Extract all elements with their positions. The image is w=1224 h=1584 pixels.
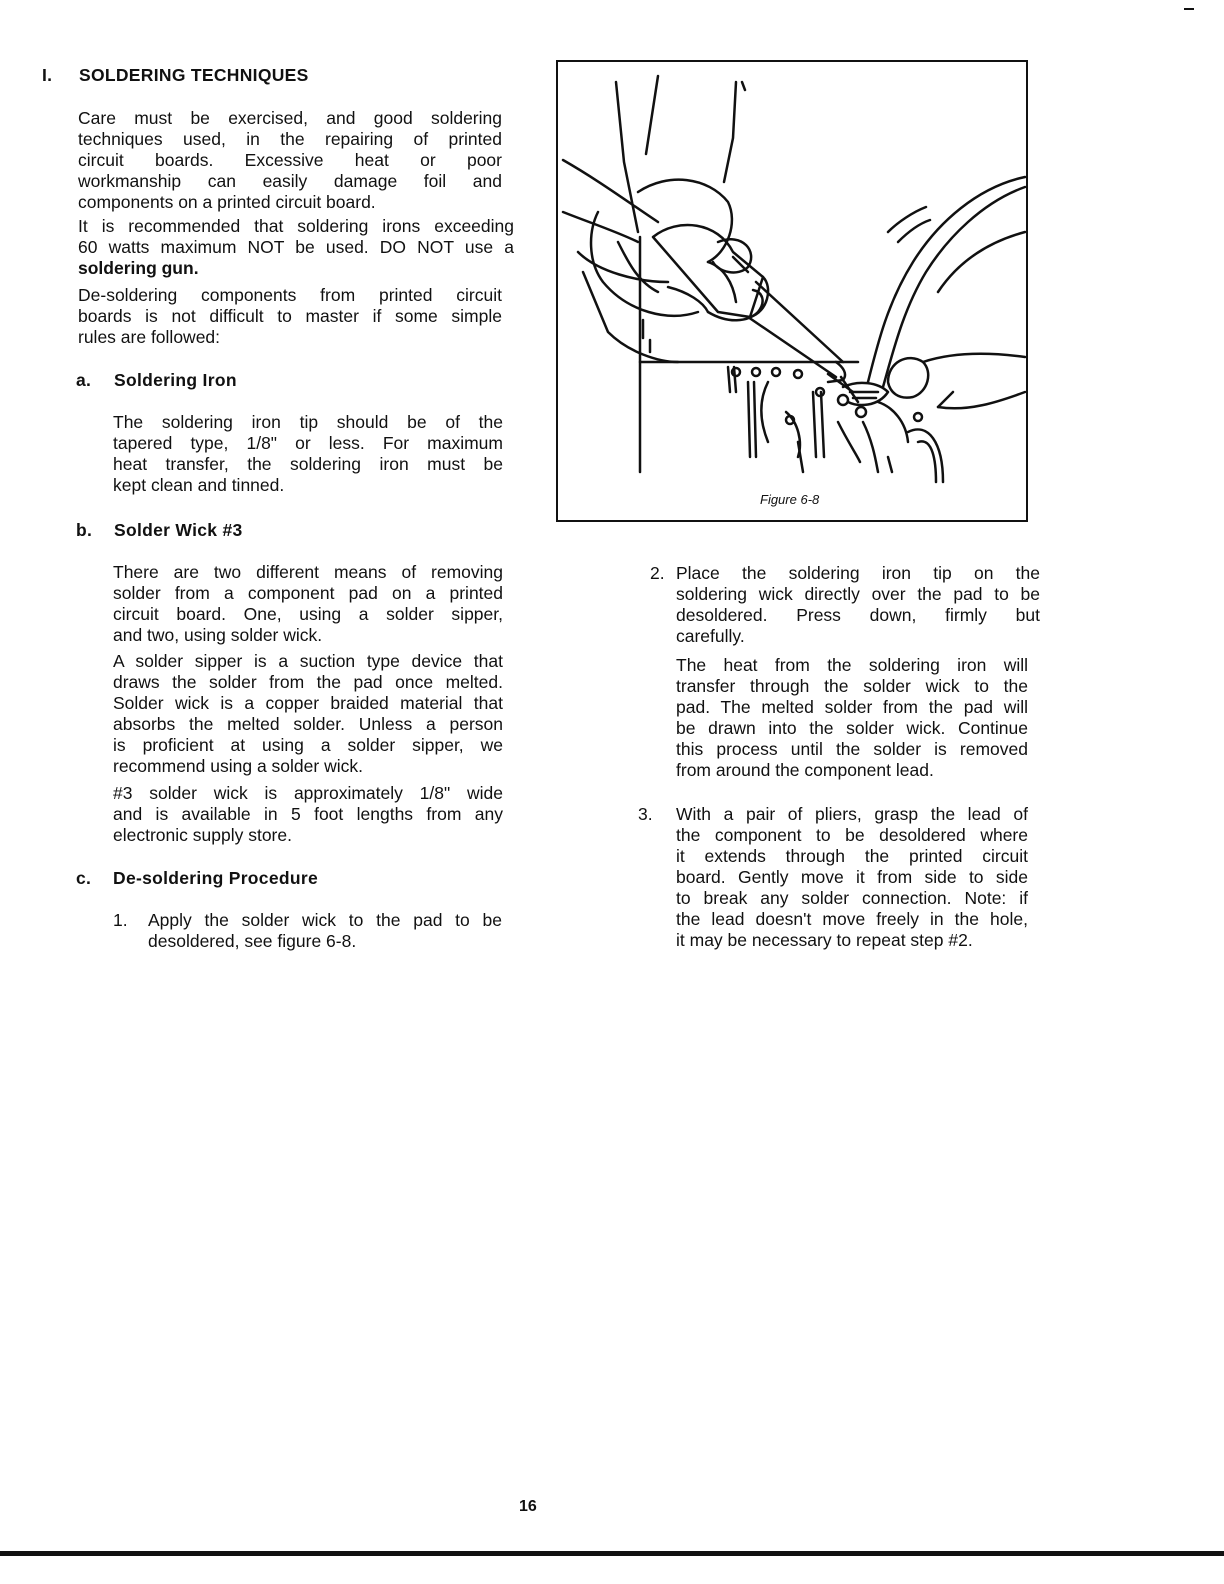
line: #3 solder wick is approximately 1/8" wide [113,783,503,803]
line: and two, using solder wick. [113,625,323,645]
line: With a pair of pliers, grasp the lead of [676,804,1028,824]
line: rules are followed: [78,327,221,347]
intro-paragraph-1 [78,108,502,213]
line: be drawn into the solder wick. Continue [676,718,1028,738]
figure-6-8-frame [556,60,1028,522]
subsection-c-title: De-soldering Procedure [113,868,318,888]
line: the lead doesn't move freely in the hole, [676,909,1028,929]
page-number: 16 [519,1498,537,1515]
line: The heat from the soldering iron will [676,655,1028,675]
solder-wick-paragraph-2 [113,651,503,777]
line: absorbs the melted solder. Unless a person [113,714,503,734]
line: and is available in 5 foot lengths from any [113,804,503,824]
line: this process until the solder is removed [676,739,1028,759]
line: the component to be desoldered where [676,825,1028,845]
line: is proficient at using a solder sipper, we [113,735,503,755]
step-2-number: 2. [650,563,665,583]
line: There are two different means of removing [113,562,503,582]
subsection-b-title: Solder Wick #3 [114,520,243,540]
line: components on a printed circuit board. [78,192,376,212]
corner-mark [1184,8,1194,10]
line: pad. The melted solder from the pad will [676,697,1028,717]
line: boards is not difficult to master if some simple [78,306,502,326]
line: techniques used, in the repairing of printed [78,129,502,149]
line: Apply the solder wick to the pad to be [148,910,502,930]
line: 60 watts maximum NOT be used. DO NOT use a [78,237,514,257]
line: kept clean and tinned. [113,475,285,495]
line: De-soldering components from printed circuit [78,285,502,305]
line: workmanship can easily damage foil and [78,171,502,191]
step-1-text [148,910,502,952]
subsection-b-letter: b. [76,520,93,540]
step-1-number: 1. [113,910,128,930]
line: desoldered. Press down, firmly but [676,605,1040,625]
line: It is recommended that soldering irons exceeding [78,216,514,236]
line: circuit boards. Excessive heat or poor [78,150,502,170]
line: heat transfer, the soldering iron must be [113,454,503,474]
line: A solder sipper is a suction type device that [113,651,503,671]
intro-paragraph-3 [78,285,502,348]
line: it may be necessary to repeat step #2. [676,930,973,950]
subsection-c-letter: c. [76,868,92,888]
section-title: SOLDERING TECHNIQUES [79,65,309,85]
intro-paragraph-2 [78,216,514,279]
line: to break any solder connection. Note: if [676,888,1028,908]
section-number: I. [42,65,53,85]
line: board. Gently move it from side to side [676,867,1028,887]
line: electronic supply store. [113,825,292,845]
soldering-illustration [558,62,1026,520]
step-2-paragraph-2 [676,655,1028,781]
solder-wick-paragraph-1 [113,562,503,646]
line: soldering wick directly over the pad to be [676,584,1040,604]
bold-text: soldering gun. [78,258,199,278]
subsection-a-title: Soldering Iron [114,370,237,390]
line: The soldering iron tip should be of the [113,412,503,432]
line: desoldered, see figure 6-8. [148,931,357,951]
line: draws the solder from the pad once melted. [113,672,503,692]
soldering-iron-paragraph [113,412,503,496]
line: it extends through the printed circuit [676,846,1028,866]
line: from around the component lead. [676,760,934,780]
step-3-number: 3. [638,804,653,824]
subsection-a-letter: a. [76,370,92,390]
line: recommend using a solder wick. [113,756,363,776]
line: Place the soldering iron tip on the [676,563,1040,583]
step-2-paragraph-1 [676,563,1040,647]
line: tapered type, 1/8" or less. For maximum [113,433,503,453]
line: Care must be exercised, and good soldering [78,108,502,128]
line: circuit board. One, using a solder sipper, [113,604,503,624]
line: transfer through the solder wick to the [676,676,1028,696]
line: Solder wick is a copper braided material that [113,693,503,713]
footer-rule [0,1551,1224,1556]
line: carefully. [676,626,745,646]
solder-wick-paragraph-3 [113,783,503,846]
line: solder from a component pad on a printed [113,583,503,603]
step-3-paragraph [676,804,1028,951]
figure-caption: Figure 6-8 [760,492,820,507]
